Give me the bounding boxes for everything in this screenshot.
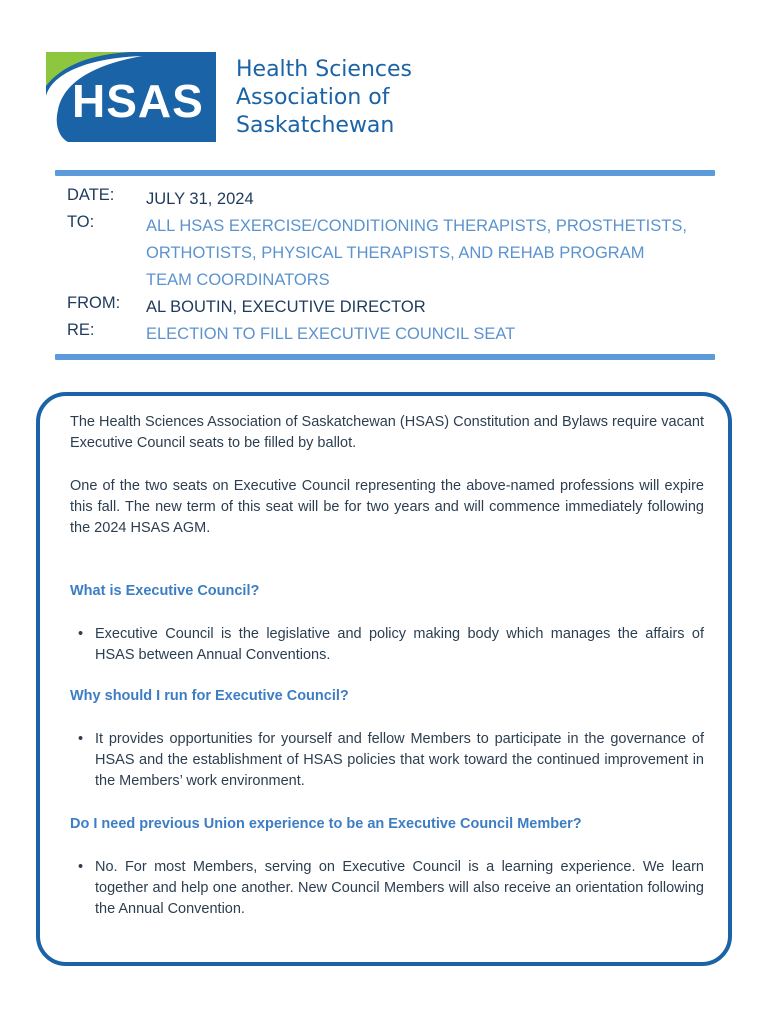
bullet-text: It provides opportunities for yourself and fellow Members to participate in the governance of HSAS and the establishment of HSAS policies that work toward the continued improvement in the Members’ work environment. bbox=[95, 731, 704, 789]
section-heading: Why should I run for Executive Council? bbox=[70, 688, 349, 704]
content-body bbox=[70, 412, 704, 920]
to-line: ALL HSAS EXERCISE/CONDITIONING THERAPISTS, PROSTHETISTS, bbox=[146, 217, 687, 235]
bullet-item bbox=[70, 857, 704, 920]
date-value: JULY 31, 2024 bbox=[146, 190, 254, 208]
memo-re-row bbox=[67, 321, 727, 348]
hsas-logo bbox=[46, 52, 412, 144]
bullet-dot-icon: • bbox=[78, 859, 84, 875]
re-value: ELECTION TO FILL EXECUTIVE COUNCIL SEAT bbox=[146, 325, 516, 343]
memo-from-row bbox=[67, 294, 727, 321]
logo-line: Saskatchewan bbox=[236, 113, 395, 138]
intro-paragraph: The Health Sciences Association of Saskatchewan (HSAS) Constitution and Bylaws require vacant Executive Council seats to be filled by ballot. bbox=[70, 414, 704, 451]
logo-wordmark bbox=[236, 56, 412, 140]
to-value bbox=[146, 213, 727, 294]
memo-header bbox=[67, 186, 727, 348]
logo-line: Health Sciences bbox=[236, 57, 412, 82]
section-heading: Do I need previous Union experience to be an Executive Council Member? bbox=[70, 816, 582, 832]
seats-paragraph: One of the two seats on Executive Council representing the above-named professions will expire this fall. The new term of this seat will be for two years and will commence immediately following the 2024 HSAS AGM. bbox=[70, 478, 704, 536]
bullet-text: Executive Council is the legislative and policy making body which manages the affairs of HSAS between Annual Conventions. bbox=[95, 626, 704, 663]
content-card bbox=[36, 392, 732, 966]
bullet-dot-icon: • bbox=[78, 626, 84, 642]
logo-line: Association of bbox=[236, 85, 390, 110]
re-label: RE: bbox=[67, 321, 95, 339]
to-label: TO: bbox=[67, 213, 95, 231]
header-divider-bottom bbox=[55, 354, 715, 360]
bullet-item bbox=[70, 729, 704, 792]
logo-mark-box bbox=[46, 52, 216, 142]
to-line: TEAM COORDINATORS bbox=[146, 271, 330, 289]
section-heading: What is Executive Council? bbox=[70, 583, 260, 599]
header-divider-top bbox=[55, 170, 715, 176]
logo-mark-text: HSAS bbox=[72, 75, 204, 127]
memo-date-row bbox=[67, 186, 727, 213]
from-value: AL BOUTIN, EXECUTIVE DIRECTOR bbox=[146, 298, 426, 316]
bullet-item bbox=[70, 624, 704, 666]
to-line: ORTHOTISTS, PHYSICAL THERAPISTS, AND REHAB PROGRAM bbox=[146, 244, 645, 262]
from-label: FROM: bbox=[67, 294, 121, 312]
bullet-text: No. For most Members, serving on Executive Council is a learning experience. We learn together and help one another. New Council Members will also receive an orientation following the Annual Convention. bbox=[95, 859, 704, 917]
bullet-dot-icon: • bbox=[78, 731, 84, 747]
memo-to-row bbox=[67, 213, 727, 294]
date-label: DATE: bbox=[67, 186, 115, 204]
